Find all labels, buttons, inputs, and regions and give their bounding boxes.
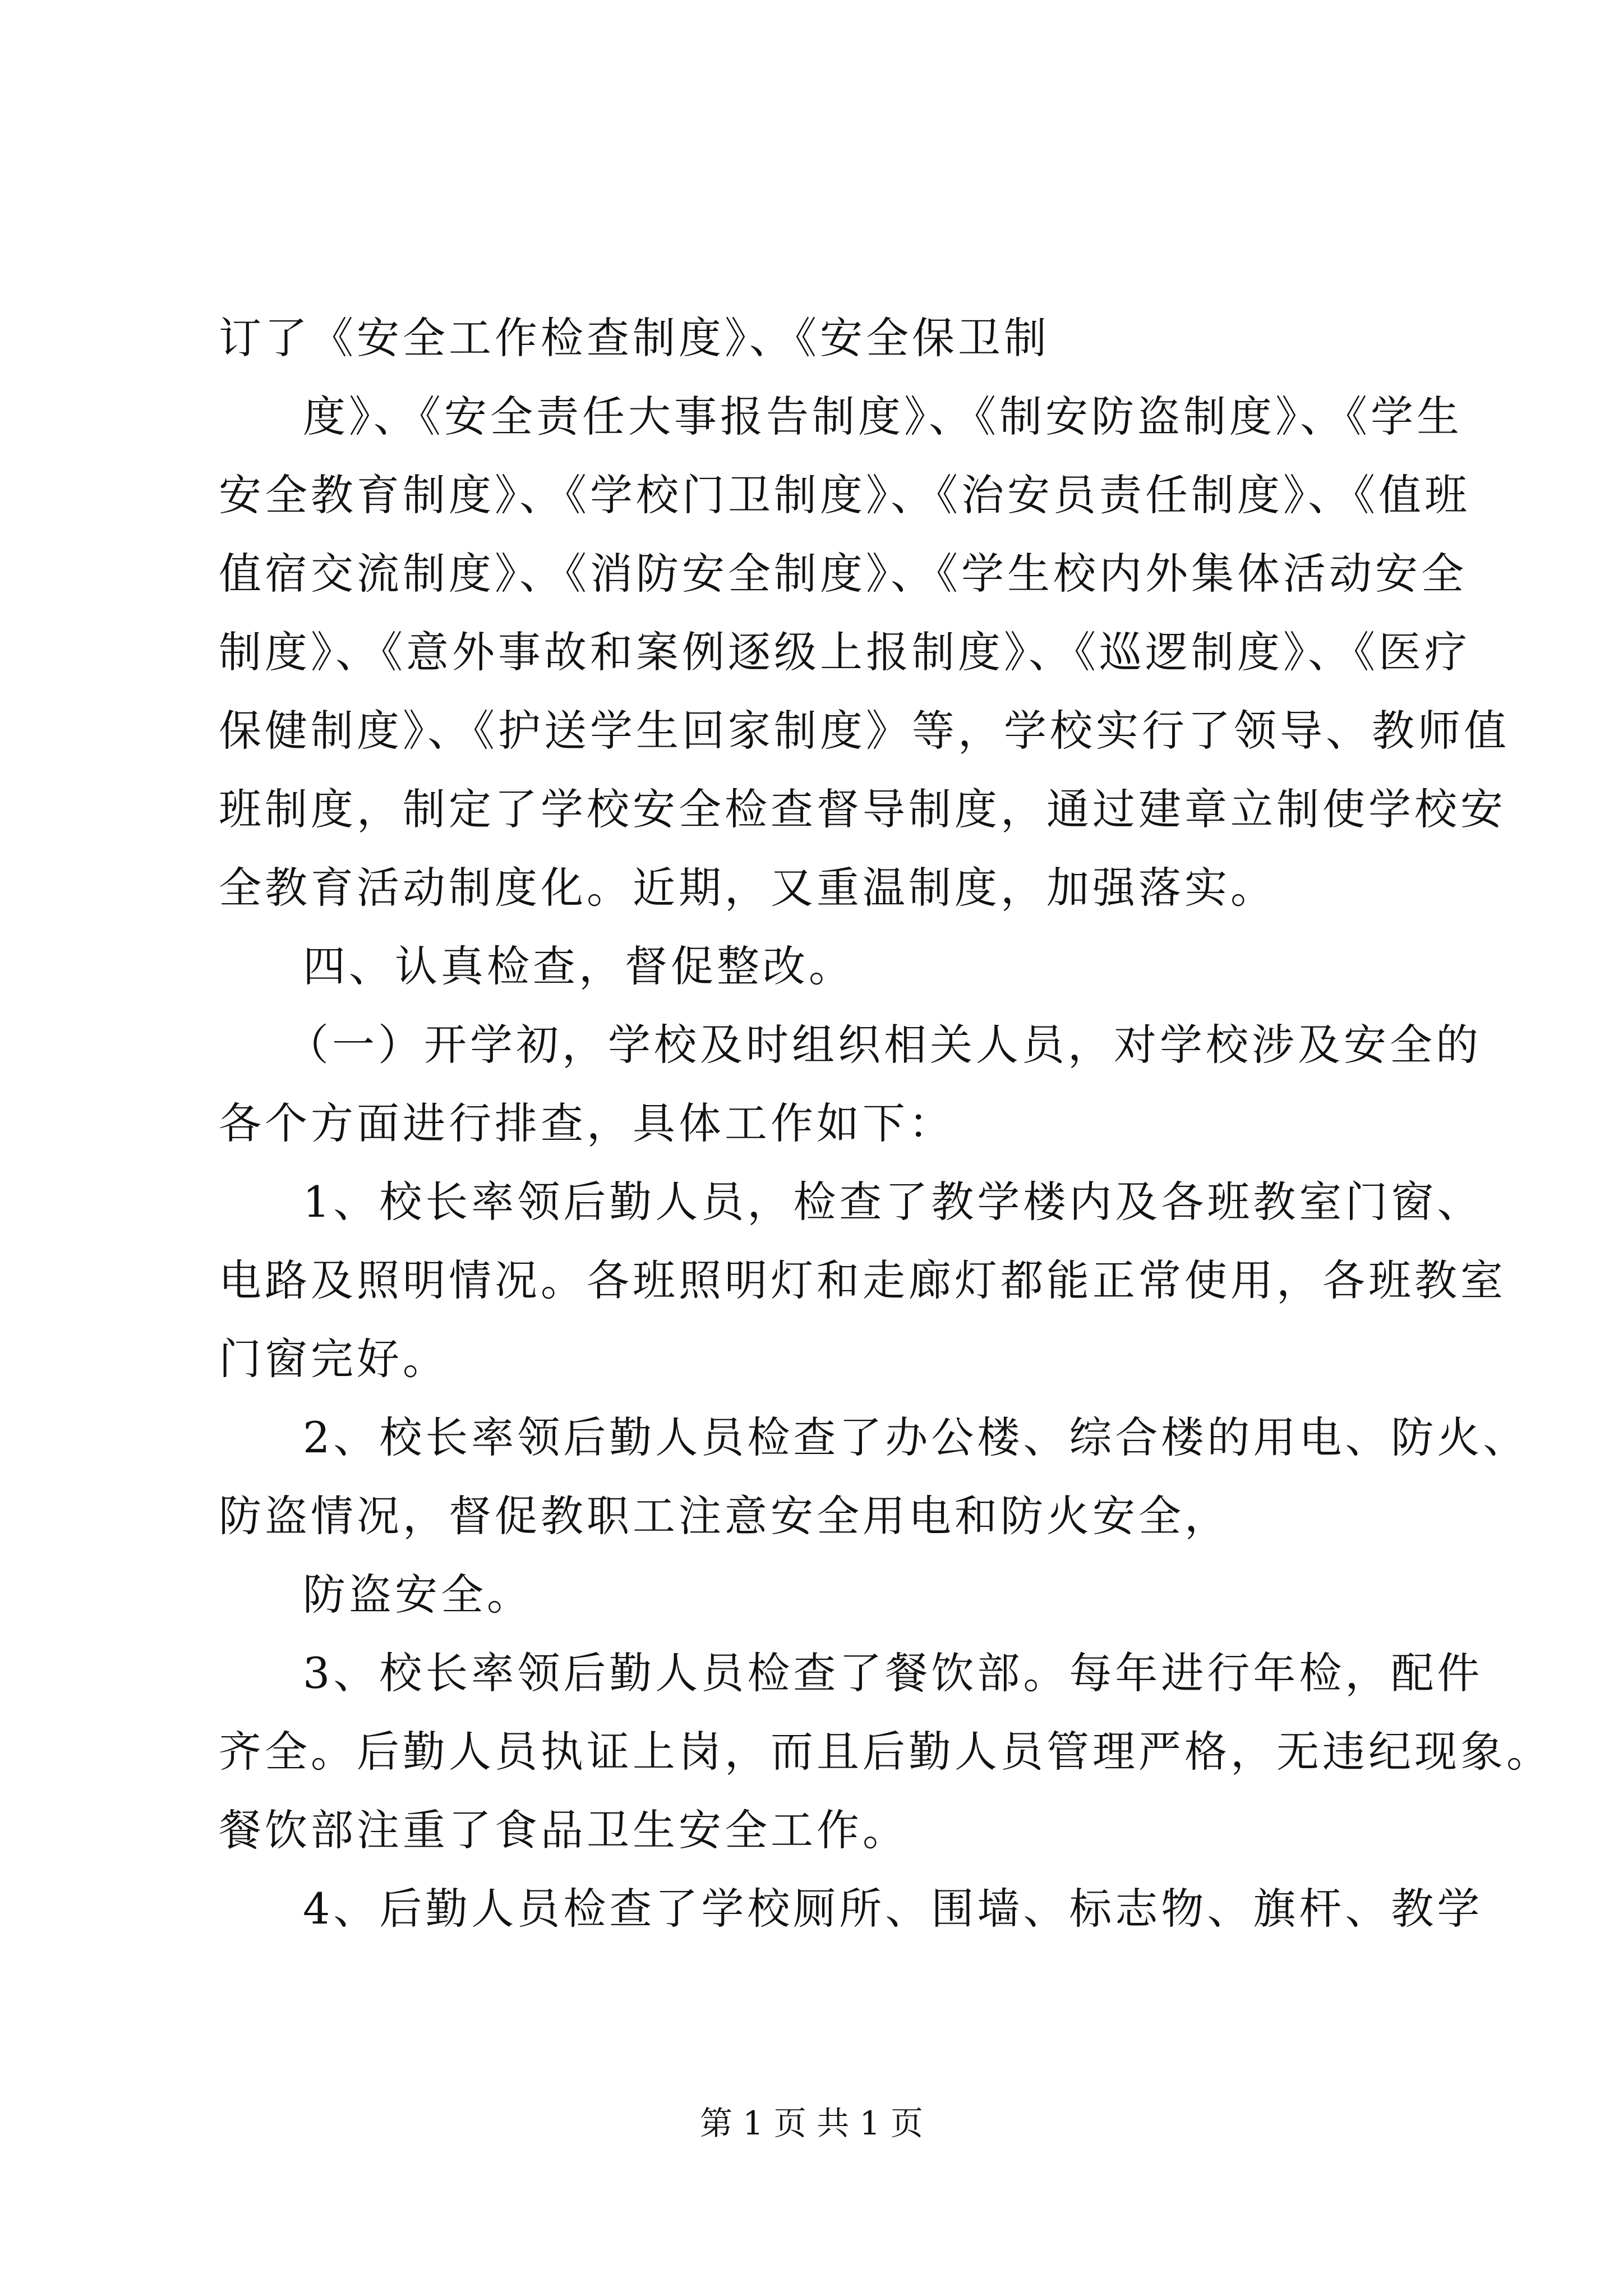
text-line: （一）开学初，学校及时组织相关人员，对学校涉及安全的 (286, 1020, 1482, 1070)
text-line: 度》、《安全责任大事报告制度》、《制安防盗制度》、《学生 (303, 392, 1463, 441)
page-footer: 第 1 页 共 1 页 (700, 2104, 923, 2142)
text-line: 电路及照明情况。各班照明灯和走廊灯都能正常使用，各班教室 (219, 1255, 1506, 1305)
text-line: 4、后勤人员检查了学校厕所、围墙、标志物、旗杆、教学 (303, 1884, 1483, 1934)
section-heading: 四、认真检查，督促整改。 (303, 941, 855, 991)
text-line: 值宿交流制度》、《消防安全制度》、《学生校内外集体活动安全 (219, 549, 1467, 599)
text-line: 安全教育制度》、《学校门卫制度》、《治安员责任制度》、《值班 (219, 470, 1470, 520)
text-line: 门窗完好。 (219, 1334, 449, 1384)
text-line: 订了《安全工作检查制度》、《安全保卫制 (219, 313, 1050, 363)
text-line: 3、校长率领后勤人员检查了餐饮部。每年进行年检，配件 (303, 1648, 1483, 1698)
text-line: 2、校长率领后勤人员检查了办公楼、综合楼的用电、防火、 (303, 1412, 1529, 1462)
text-line: 1、校长率领后勤人员，检查了教学楼内及各班教室门窗、 (303, 1177, 1483, 1227)
text-line: 餐饮部注重了食品卫生安全工作。 (219, 1805, 909, 1855)
text-line: 制度》、《意外事故和案例逐级上报制度》、《巡逻制度》、《医疗 (219, 627, 1470, 677)
text-line: 各个方面进行排查，具体工作如下： (219, 1098, 955, 1148)
text-line: 班制度，制定了学校安全检查督导制度，通过建章立制使学校安 (219, 784, 1506, 834)
text-line: 防盗情况，督促教职工注意安全用电和防火安全， (219, 1491, 1230, 1541)
text-line: 防盗安全。 (303, 1570, 533, 1619)
text-line: 全教育活动制度化。近期，又重温制度，加强落实。 (219, 863, 1276, 913)
text-line: 保健制度》、《护送学生回家制度》等，学校实行了领导、教师值 (219, 706, 1510, 756)
text-line: 齐全。后勤人员执证上岗，而且后勤人员管理严格，无违纪现象。 (219, 1727, 1552, 1777)
